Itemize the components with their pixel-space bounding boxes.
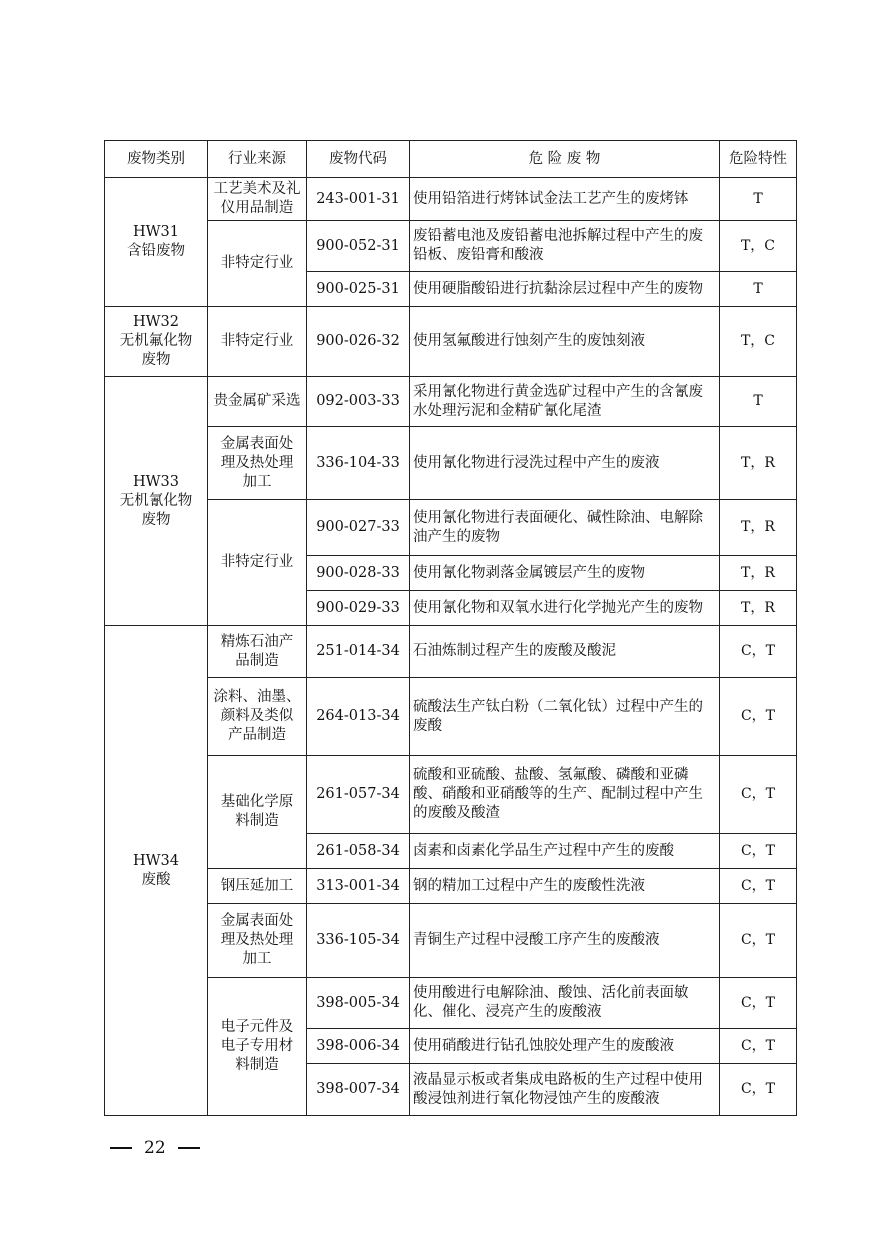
hazard-property-cell: T，R [720, 556, 797, 591]
waste-description-cell: 石油炼制过程产生的废酸及酸泥 [410, 626, 720, 678]
waste-category-cell: HW34 废酸 [105, 626, 208, 1116]
hazard-property-cell: C，T [720, 978, 797, 1029]
waste-description-cell: 使用酸进行电解除油、酸蚀、活化前表面敏化、催化、浸亮产生的废酸液 [410, 978, 720, 1029]
waste-description-cell: 使用氰化物进行浸洗过程中产生的废液 [410, 427, 720, 500]
waste-description-cell: 使用铅箔进行烤钵试金法工艺产生的废烤钵 [410, 178, 720, 221]
hazard-property-cell: T [720, 272, 797, 307]
hazard-property-cell: C，T [720, 756, 797, 834]
waste-description-cell: 使用氢氟酸进行蚀刻产生的废蚀刻液 [410, 307, 720, 377]
waste-code-cell: 092-003-33 [307, 377, 410, 427]
hazard-property-cell: T [720, 377, 797, 427]
waste-code-cell: 313-001-34 [307, 869, 410, 904]
waste-description-cell: 采用氰化物进行黄金选矿过程中产生的含氰废水处理污泥和金精矿氰化尾渣 [410, 377, 720, 427]
industry-source-cell: 精炼石油产 品制造 [208, 626, 307, 678]
table-row [105, 626, 797, 678]
header-waste-category: 废物类别 [105, 141, 208, 178]
industry-source-cell: 金属表面处 理及热处理 加工 [208, 427, 307, 500]
table-row [105, 377, 797, 427]
waste-description-cell: 硫酸法生产钛白粉（二氧化钛）过程中产生的废酸 [410, 678, 720, 756]
waste-description-cell: 使用硝酸进行钻孔蚀胶处理产生的废酸液 [410, 1029, 720, 1064]
industry-source-cell: 钢压延加工 [208, 869, 307, 904]
waste-code-cell: 900-025-31 [307, 272, 410, 307]
table-row [105, 869, 797, 904]
hazardous-waste-table [104, 140, 797, 1116]
hazard-property-cell: T，C [720, 307, 797, 377]
waste-code-cell: 398-006-34 [307, 1029, 410, 1064]
hazard-property-cell: T，R [720, 591, 797, 626]
hazard-property-cell: C，T [720, 626, 797, 678]
waste-category-cell: HW33 无机氰化物 废物 [105, 377, 208, 626]
table-header-row [105, 141, 797, 178]
waste-code-cell: 261-058-34 [307, 834, 410, 869]
waste-code-cell: 900-028-33 [307, 556, 410, 591]
hazard-property-cell: C，T [720, 678, 797, 756]
table-row [105, 500, 797, 556]
hazard-property-cell: T，C [720, 221, 797, 272]
industry-source-cell: 金属表面处 理及热处理 加工 [208, 904, 307, 978]
industry-source-cell: 非特定行业 [208, 307, 307, 377]
table-row [105, 221, 797, 272]
table-row [105, 978, 797, 1029]
waste-category-cell: HW32 无机氟化物 废物 [105, 307, 208, 377]
table-row [105, 307, 797, 377]
waste-code-cell: 261-057-34 [307, 756, 410, 834]
hazard-property-cell: T，R [720, 500, 797, 556]
industry-source-cell: 基础化学原 料制造 [208, 756, 307, 869]
waste-description-cell: 液晶显示板或者集成电路板的生产过程中使用酸浸蚀剂进行氧化物浸蚀产生的废酸液 [410, 1064, 720, 1116]
waste-description-cell: 废铅蓄电池及废铅蓄电池拆解过程中产生的废铅板、废铅膏和酸液 [410, 221, 720, 272]
waste-code-cell: 398-005-34 [307, 978, 410, 1029]
hazard-property-cell: T，R [720, 427, 797, 500]
header-waste-code: 废物代码 [307, 141, 410, 178]
hazard-property-cell: C，T [720, 834, 797, 869]
industry-source-cell: 非特定行业 [208, 221, 307, 307]
industry-source-cell: 涂料、油墨、 颜料及类似 产品制造 [208, 678, 307, 756]
page-number: 22 [144, 1138, 166, 1158]
waste-code-cell: 243-001-31 [307, 178, 410, 221]
waste-code-cell: 900-027-33 [307, 500, 410, 556]
footer-dash-right [178, 1147, 200, 1149]
waste-code-cell: 900-026-32 [307, 307, 410, 377]
table-row [105, 178, 797, 221]
table-row [105, 678, 797, 756]
waste-description-cell: 硫酸和亚硫酸、盐酸、氢氟酸、磷酸和亚磷酸、硝酸和亚硝酸等的生产、配制过程中产生的废酸及酸渣 [410, 756, 720, 834]
waste-code-cell: 336-105-34 [307, 904, 410, 978]
waste-code-cell: 900-052-31 [307, 221, 410, 272]
hazard-property-cell: C，T [720, 1029, 797, 1064]
header-hazardous-waste: 危 险 废 物 [410, 141, 720, 178]
page-footer [110, 1138, 200, 1158]
hazard-property-cell: C，T [720, 869, 797, 904]
waste-code-cell: 900-029-33 [307, 591, 410, 626]
table-row [105, 904, 797, 978]
waste-code-cell: 336-104-33 [307, 427, 410, 500]
header-industry-source: 行业来源 [208, 141, 307, 178]
industry-source-cell: 电子元件及 电子专用材 料制造 [208, 978, 307, 1116]
hazard-property-cell: T [720, 178, 797, 221]
table-body [105, 178, 797, 1116]
industry-source-cell: 非特定行业 [208, 500, 307, 626]
waste-description-cell: 卤素和卤素化学品生产过程中产生的废酸 [410, 834, 720, 869]
waste-description-cell: 使用硬脂酸铅进行抗黏涂层过程中产生的废物 [410, 272, 720, 307]
table-row [105, 427, 797, 500]
waste-code-cell: 251-014-34 [307, 626, 410, 678]
waste-code-cell: 264-013-34 [307, 678, 410, 756]
waste-description-cell: 青铜生产过程中浸酸工序产生的废酸液 [410, 904, 720, 978]
waste-category-cell: HW31 含铅废物 [105, 178, 208, 307]
waste-description-cell: 使用氰化物进行表面硬化、碱性除油、电解除油产生的废物 [410, 500, 720, 556]
waste-description-cell: 钢的精加工过程中产生的废酸性洗液 [410, 869, 720, 904]
waste-description-cell: 使用氰化物剥落金属镀层产生的废物 [410, 556, 720, 591]
waste-code-cell: 398-007-34 [307, 1064, 410, 1116]
hazard-property-cell: C，T [720, 904, 797, 978]
waste-description-cell: 使用氰化物和双氧水进行化学抛光产生的废物 [410, 591, 720, 626]
hazard-property-cell: C，T [720, 1064, 797, 1116]
table-row [105, 756, 797, 834]
header-hazard-property: 危险特性 [720, 141, 797, 178]
industry-source-cell: 工艺美术及礼 仪用品制造 [208, 178, 307, 221]
industry-source-cell: 贵金属矿采选 [208, 377, 307, 427]
footer-dash-left [110, 1147, 132, 1149]
